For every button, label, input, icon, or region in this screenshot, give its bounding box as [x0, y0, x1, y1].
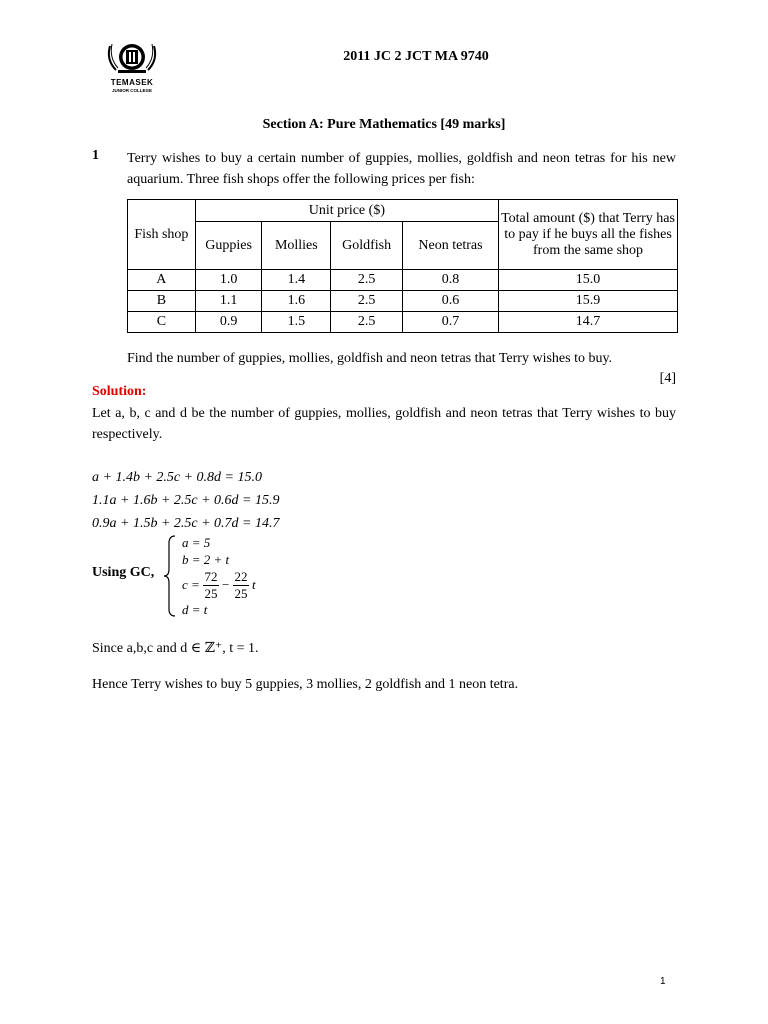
left-brace-icon — [163, 535, 177, 617]
header-fish-shop: Fish shop — [128, 200, 196, 270]
price-cell: 0.9 — [195, 312, 262, 333]
conclusion-line: Hence Terry wishes to buy 5 guppies, 3 mollies, 2 goldfish and 1 neon tetra. — [92, 677, 519, 692]
price-table — [127, 199, 678, 333]
price-cell: 0.6 — [402, 291, 498, 312]
question-text: Terry wishes to buy a certain number of guppies, mollies, goldfish and neon tetras for his new aquarium. Three fish shops offer the following prices per fish: — [127, 151, 676, 187]
solution-b: b = 2 + t — [182, 552, 230, 567]
total-cell: 14.7 — [499, 312, 678, 333]
logo-text: TEMASEK — [110, 78, 154, 87]
equation-1: a + 1.4b + 2.5c + 0.8d = 15.0 — [92, 470, 263, 485]
table-row — [128, 291, 678, 312]
equation-2: 1.1a + 1.6b + 2.5c + 0.6d = 15.9 — [92, 493, 280, 508]
logo-subtext: JUNIOR COLLEGE — [111, 88, 152, 93]
price-cell: 1.5 — [262, 312, 331, 333]
solution-intro: Let a, b, c and d be the number of guppies, mollies, goldfish and neon tetras that Terry wishes to buy respectively. — [92, 406, 676, 442]
c-numerator-2: 22 — [234, 569, 248, 584]
c-prefix: c = — [182, 577, 200, 592]
header-unit-price: Unit price ($) — [195, 200, 498, 222]
table-row — [128, 312, 678, 333]
shop-cell: C — [128, 312, 196, 333]
c-minus: − — [222, 577, 230, 592]
header-goldfish: Goldfish — [331, 222, 403, 270]
since-line: Since a,b,c and d ∈ ℤ⁺, t = 1. — [92, 641, 259, 656]
solution-a: a = 5 — [182, 535, 211, 550]
c-denominator-2: 25 — [234, 586, 248, 601]
page-number: 1 — [660, 976, 666, 987]
header-neon-tetras: Neon tetras — [402, 222, 498, 270]
header-total-amount: Total amount ($) that Terry has to pay if he buys all the fishes from the same shop — [499, 200, 678, 270]
price-cell: 0.8 — [402, 270, 498, 291]
page-header — [0, 49, 768, 65]
total-cell: 15.9 — [499, 291, 678, 312]
header-mollies: Mollies — [262, 222, 331, 270]
c-numerator-1: 72 — [204, 569, 218, 584]
college-logo — [104, 38, 160, 102]
question-number: 1 — [92, 148, 99, 163]
shop-cell: A — [128, 270, 196, 291]
price-cell: 0.7 — [402, 312, 498, 333]
table-row — [128, 270, 678, 291]
c-variable: t — [252, 577, 256, 592]
gc-label: Using GC, — [92, 565, 155, 580]
solution-label: Solution: — [92, 384, 147, 399]
c-denominator-1: 25 — [204, 586, 218, 601]
total-cell: 15.0 — [499, 270, 678, 291]
question-marks: [4] — [659, 371, 676, 386]
solution-d: d = t — [182, 602, 208, 617]
header-title: 2011 JC 2 JCT MA 9740 — [343, 49, 489, 64]
price-cell: 1.0 — [195, 270, 262, 291]
header-guppies: Guppies — [195, 222, 262, 270]
equation-3: 0.9a + 1.5b + 2.5c + 0.7d = 14.7 — [92, 516, 280, 531]
question-prompt: Find the number of guppies, mollies, goldfish and neon tetras that Terry wishes to buy. — [127, 351, 613, 366]
section-title: Section A: Pure Mathematics [49 marks] — [262, 117, 506, 132]
price-cell: 1.6 — [262, 291, 331, 312]
price-cell: 2.5 — [331, 270, 403, 291]
price-cell: 1.1 — [195, 291, 262, 312]
price-cell: 1.4 — [262, 270, 331, 291]
solution-c — [182, 570, 272, 602]
price-cell: 2.5 — [331, 312, 403, 333]
shop-cell: B — [128, 291, 196, 312]
price-cell: 2.5 — [331, 291, 403, 312]
